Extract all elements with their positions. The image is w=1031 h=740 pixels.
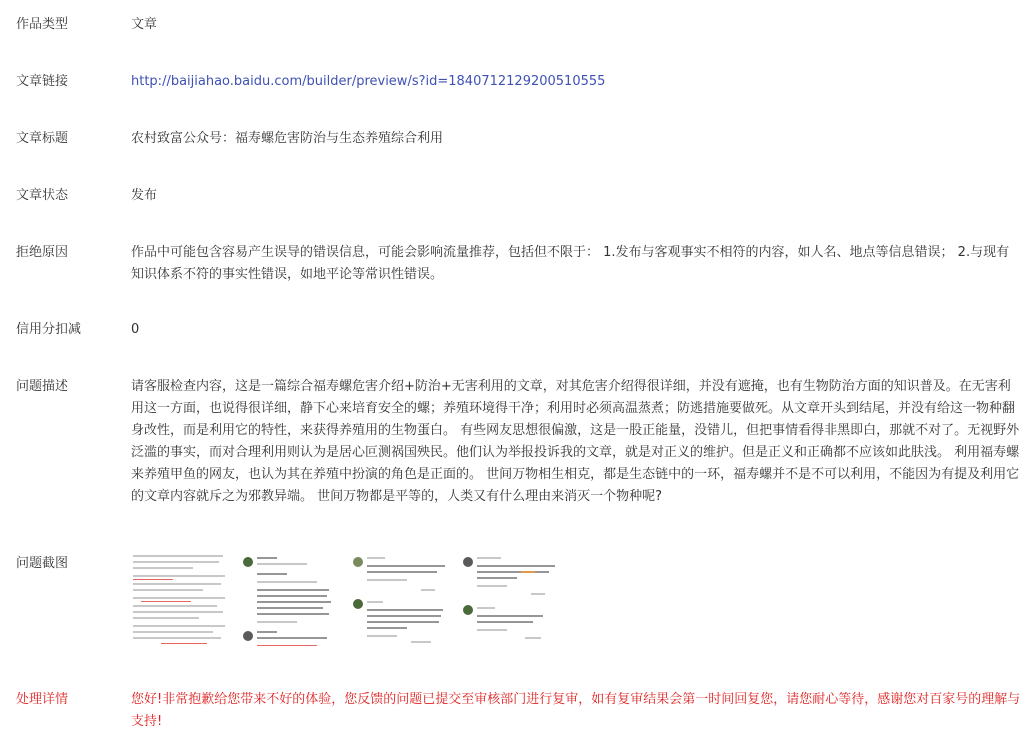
- field-handling-value: 您好!非常抱歉给您带来不好的体验，您反馈的问题已提交至审核部门进行复审，如有复审结果会第一时间回复您，请您耐心等待，感谢您对百家号的理解与支持!: [131, 692, 1021, 729]
- screenshot-thumbnail[interactable]: [241, 553, 339, 649]
- field-type-value: 文章: [131, 17, 158, 32]
- field-link-label: 文章链接: [16, 74, 69, 89]
- field-status-value: 发布: [131, 188, 158, 203]
- field-credit-value: 0: [131, 322, 140, 337]
- article-link[interactable]: http://baijiahao.baidu.com/builder/preview/s?id=1840712129200510555: [131, 74, 606, 89]
- field-reason-value: 作品中可能包含容易产生误导的错误信息，可能会影响流量推荐，包括但不限于： 1.发布与客观事实不相符的内容，如人名、地点等信息错误； 2.与现有知识体系不符的事实性错误，如地平论等常识性错误。: [131, 245, 1010, 282]
- field-status-label: 文章状态: [16, 188, 69, 203]
- field-credit-label: 信用分扣减: [16, 322, 82, 337]
- screenshot-thumbnail[interactable]: [351, 553, 449, 649]
- field-screenshots-label: 问题截图: [16, 556, 69, 571]
- field-type-label: 作品类型: [16, 17, 69, 32]
- screenshot-thumbnail[interactable]: [461, 553, 559, 649]
- field-handling-label: 处理详情: [16, 692, 69, 707]
- screenshot-thumbnail[interactable]: [131, 553, 229, 649]
- field-title-value: 农村致富公众号：福寿螺危害防治与生态养殖综合利用: [131, 131, 444, 146]
- field-title-label: 文章标题: [16, 131, 69, 146]
- field-problem-label: 问题描述: [16, 379, 69, 394]
- field-reason-label: 拒绝原因: [16, 245, 69, 260]
- field-problem-value: 请客服检查内容，这是一篇综合福寿螺危害介绍+防治+无害利用的文章，对其危害介绍得很详细，并没有遮掩，也有生物防治方面的知识普及。在无害利用这一方面，也说得很详细，静下心来培育安全的螺；养殖环境得干净；利用时必须高温蒸煮；防逃措施要做死。从文章开头到结尾，并没有给这一物种翻身改性，而是利用它的特性，来获得养殖用的生物蛋白。 有些网友思想很偏激，这是一股正能量，没错儿，但把事情看得非黑即白，那就不对了。无视野外泛滥的事实，而对合理利用则认为是居心叵测祸国殃民。他们认为举报投诉我的文章，就是对正义的维护。但是正义和正确都不应该如此肤浅。 利用福寿螺来养殖甲鱼的网友，也认为其在养殖中扮演的角色是正面的。 世间万物相生相克，都是生态链中的一环，福寿螺并不是不可以利用，不能因为有提及利用它的文章内容就斥之为邪教异端。 世间万物都是平等的，人类又有什么理由来消灭一个物种呢?: [131, 379, 1020, 504]
